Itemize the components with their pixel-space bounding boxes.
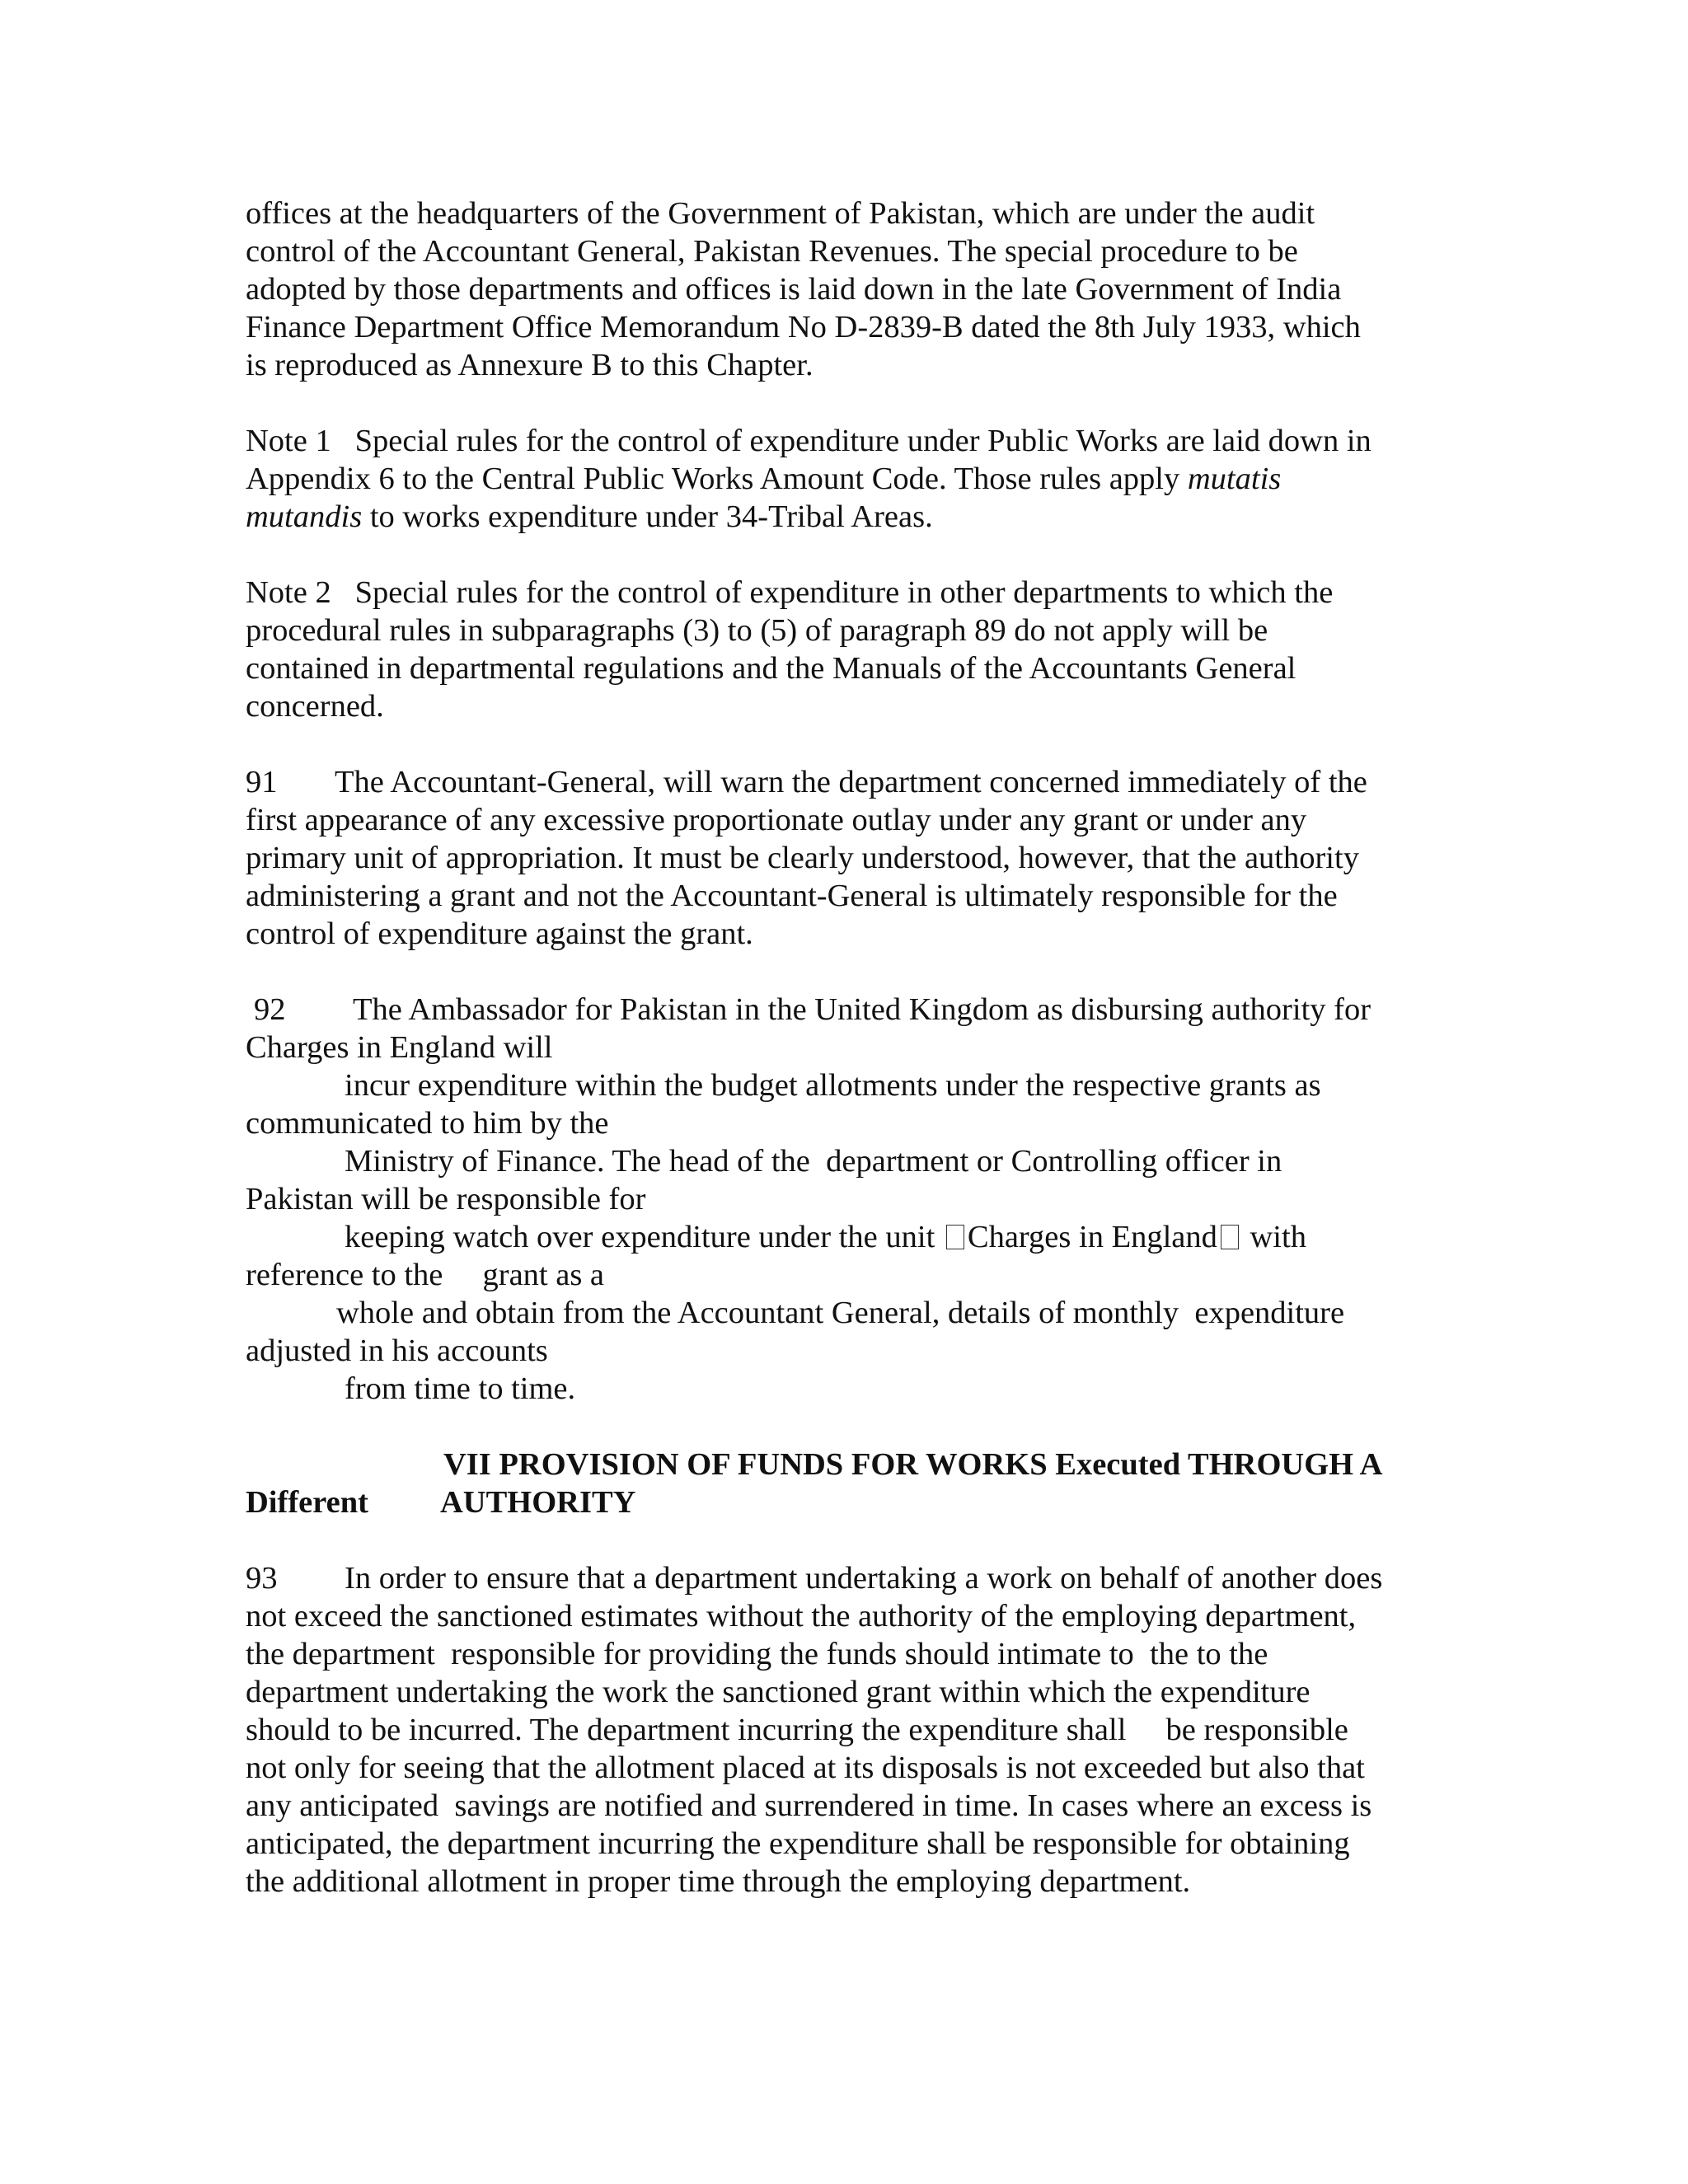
text-line: control of expenditure against the grant. <box>246 916 753 951</box>
text-line: concerned. <box>246 689 384 724</box>
text-segment: The Accountant-General, will warn the department concerned immediately of the <box>335 765 1367 799</box>
intro-paragraph <box>246 194 1432 384</box>
paragraph-91 <box>246 763 1432 953</box>
text-segment: The Ambassador for Pakistan in the United Kingdom as disbursing authority for <box>353 992 1372 1027</box>
paragraph-number: 91 <box>246 765 278 799</box>
text-line <box>246 460 1432 498</box>
text-line: Charges in England will <box>246 1030 553 1065</box>
text-segment: Charges in England <box>967 1220 1217 1254</box>
text-line: Note 1 Special rules for the control of expenditure under Public Works are laid down in <box>246 424 1372 458</box>
paragraph-92 <box>246 991 1432 1408</box>
text-segment: with <box>1241 1220 1306 1254</box>
text-line: procedural rules in subparagraphs (3) to (5) of paragraph 89 do not apply will be <box>246 613 1268 648</box>
text-segment: Appendix 6 to the Central Public Works Amount Code. Those rules apply <box>246 462 1188 496</box>
text-segment: In order to ensure that a department undertaking a work on behalf of another does <box>345 1561 1383 1596</box>
paragraph-93 <box>246 1559 1432 1900</box>
section-heading <box>246 1446 1432 1521</box>
note-2-paragraph <box>246 574 1432 725</box>
text-line: adopted by those departments and offices is laid down in the late Government of India <box>246 272 1342 307</box>
text-line: Ministry of Finance. The head of the department or Controlling officer in <box>345 1144 1282 1179</box>
italic-term: mutandis <box>246 499 363 534</box>
text-line: the department responsible for providing the funds should intimate to the to the <box>246 1637 1268 1671</box>
text-line: from time to time. <box>345 1371 576 1406</box>
text-line: whole and obtain from the Accountant General, details of monthly expenditure <box>336 1296 1345 1330</box>
text-line: offices at the headquarters of the Government of Pakistan, which are under the audit <box>246 196 1315 231</box>
heading-line <box>246 1483 1432 1521</box>
text-line: Note 2 Special rules for the control of expenditure in other departments to which the <box>246 575 1334 610</box>
document-page <box>246 194 1432 1938</box>
note-1-paragraph <box>246 422 1432 536</box>
text-line: department undertaking the work the sanctioned grant within which the expenditure <box>246 1675 1311 1709</box>
text-line: not exceed the sanctioned estimates without the authority of the employing department, <box>246 1599 1357 1633</box>
text-line: Finance Department Office Memorandum No D-2839-B dated the 8th July 1933, which <box>246 310 1361 344</box>
text-line: the additional allotment in proper time through the employing department. <box>246 1864 1191 1899</box>
paragraph-number: 92 <box>254 992 286 1027</box>
italic-term: mutatis <box>1187 462 1282 496</box>
text-line <box>246 498 1432 536</box>
text-line: communicated to him by the <box>246 1106 609 1141</box>
text-line: not only for seeing that the allotment placed at its disposals is not exceeded but also that <box>246 1750 1365 1785</box>
text-line: incur expenditure within the budget allotments under the respective grants as <box>345 1068 1321 1103</box>
text-line <box>246 1559 1432 1597</box>
heading-segment: Different <box>246 1485 368 1520</box>
text-line: administering a grant and not the Accountant-General is ultimately responsible for the <box>246 879 1338 913</box>
text-line: first appearance of any excessive proportionate outlay under any grant or under any <box>246 803 1307 837</box>
text-line: control of the Accountant General, Pakistan Revenues. The special procedure to be <box>246 234 1298 269</box>
text-line <box>246 991 1432 1029</box>
text-line: should to be incurred. The department incurring the expenditure shall be responsible <box>246 1713 1348 1747</box>
text-line: adjusted in his accounts <box>246 1333 548 1368</box>
text-segment: keeping watch over expenditure under the unit <box>345 1220 943 1254</box>
text-line <box>246 1218 1432 1256</box>
heading-line: VII PROVISION OF FUNDS FOR WORKS Executed THROUGH A <box>443 1447 1383 1482</box>
text-line: anticipated, the department incurring the expenditure shall be responsible for obtaining <box>246 1826 1350 1861</box>
text-line: Pakistan will be responsible for <box>246 1182 646 1216</box>
missing-glyph-box-icon <box>946 1225 964 1249</box>
heading-segment: AUTHORITY <box>440 1485 636 1520</box>
text-line: contained in departmental regulations and the Manuals of the Accountants General <box>246 651 1296 686</box>
text-line: any anticipated savings are notified and surrendered in time. In cases where an excess is <box>246 1788 1372 1823</box>
text-segment: to works expenditure under 34-Tribal Areas. <box>362 499 933 534</box>
text-line <box>246 763 1432 801</box>
paragraph-number: 93 <box>246 1561 278 1596</box>
text-line: is reproduced as Annexure B to this Chapter. <box>246 348 814 382</box>
text-line: primary unit of appropriation. It must be clearly understood, however, that the authority <box>246 841 1359 875</box>
missing-glyph-box-icon <box>1221 1225 1239 1249</box>
text-line: reference to the grant as a <box>246 1258 605 1292</box>
